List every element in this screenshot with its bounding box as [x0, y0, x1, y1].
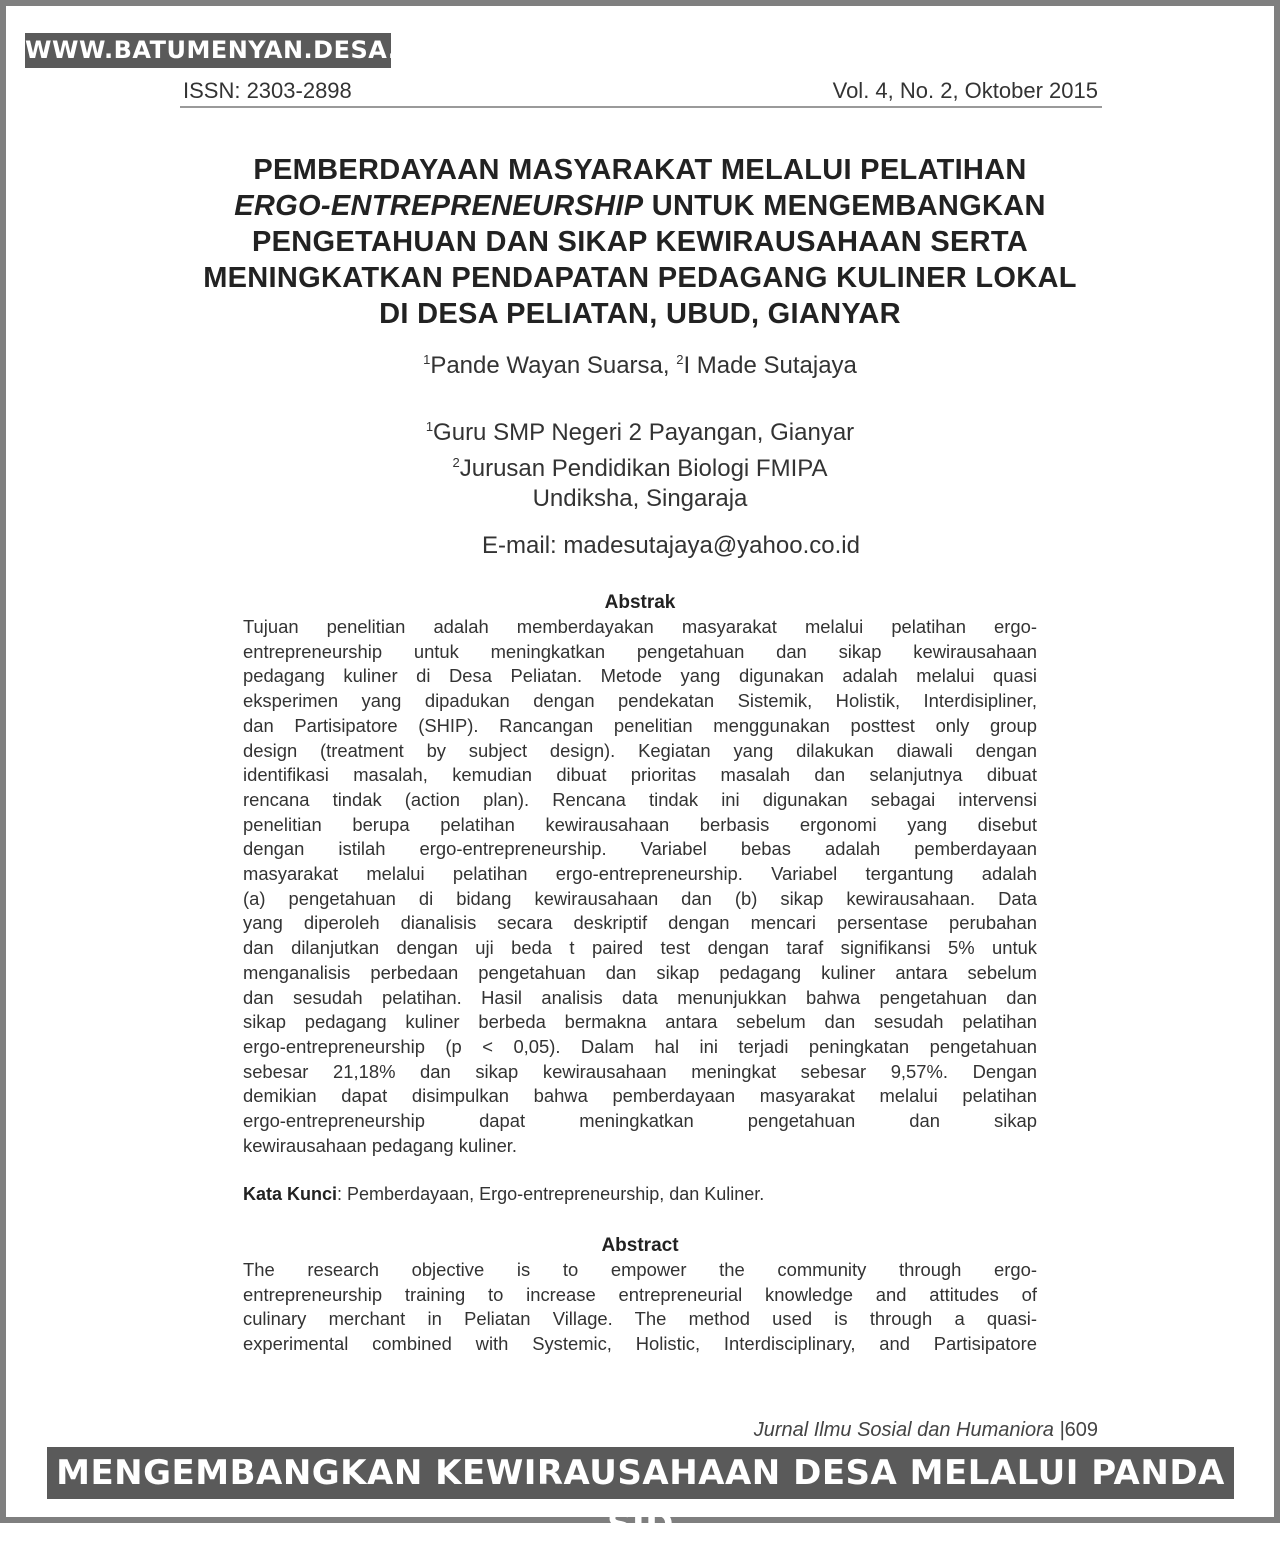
- text-line: design (treatment by subject design). Kegiatan yang dilakukan diawali dengan: [243, 739, 1037, 761]
- text-line: ergo-entrepreneurship dapat meningkatkan pengetahuan dan sikap: [243, 1110, 1037, 1132]
- text-line: sikap pedagang kuliner berbeda bermakna antara sebelum dan sesudah pelatihan: [243, 1011, 1037, 1033]
- keywords-value: : Pemberdayaan, Ergo-entrepreneurship, dan Kuliner.: [337, 1184, 765, 1204]
- title-italic-term: ERGO-ENTREPRENEURSHIP: [234, 190, 644, 222]
- text-line: ergo-entrepreneurship (p < 0,05). Dalam hal ini terjadi peningkatan pengetahuan: [243, 1035, 1037, 1057]
- text-line: menganalisis perbedaan pengetahuan dan sikap pedagang kuliner antara sebelum: [243, 961, 1037, 983]
- abstrak-body: [243, 615, 1037, 1158]
- author-list: [300, 352, 980, 380]
- text-line: dan sesudah pelatihan. Hasil analisis data menunjukkan bahwa pengetahuan dan: [243, 986, 1037, 1008]
- page-number: 609: [1064, 1419, 1098, 1441]
- email-text: E-mail: madesutajaya@yahoo.co.id: [482, 532, 860, 559]
- affiliation-line: [300, 448, 980, 484]
- title-line: DI DESA PELIATAN, UBUD, GIANYAR: [379, 298, 901, 330]
- abstract-heading: Abstract: [601, 1235, 679, 1256]
- text-line: Tujuan penelitian adalah memberdayakan masyarakat melalui pelatihan ergo-: [243, 616, 1037, 637]
- text-line: dengan istilah ergo-entrepreneurship. Variabel bebas adalah pemberdayaan: [243, 838, 1037, 860]
- affiliation-line: [300, 412, 980, 448]
- header-rule: [180, 106, 1102, 108]
- footer-journal: Jurnal Ilmu Sosial dan Humaniora |: [753, 1419, 1065, 1441]
- text-line: eksperimen yang dipadukan dengan pendekatan Sistemik, Holistik, Interdisipliner,: [243, 690, 1037, 712]
- text-line: entrepreneurship untuk meningkatkan pengetahuan dan sikap kewirausahaan: [243, 640, 1037, 662]
- text-line: pedagang kuliner di Desa Peliatan. Metode yang digunakan adalah melalui quasi: [243, 665, 1037, 687]
- author-email: [300, 532, 980, 560]
- abstrak-heading: Abstrak: [604, 592, 676, 613]
- text-line: The research objective is to empower the community through ergo-: [243, 1259, 1037, 1280]
- affil-sup: 1: [425, 419, 434, 434]
- watermark-badge: WWW.BATUMENYAN.DESA.ID: [25, 33, 391, 68]
- title-line: MENINGKATKAN PENDAPATAN PEDAGANG KULINER LOKAL: [203, 262, 1077, 294]
- text-line: rencana tindak (action plan). Rencana tindak ini digunakan sebagai intervensi: [243, 788, 1037, 810]
- keywords-label: Kata Kunci: [243, 1184, 338, 1204]
- text-line: entrepreneurship training to increase entrepreneurial knowledge and attitudes of: [243, 1283, 1037, 1305]
- text-line: kewirausahaan pedagang kuliner.: [243, 1134, 518, 1156]
- affiliations: [300, 412, 980, 514]
- text-line: penelitian berupa pelatihan kewirausahaan berbasis ergonomi yang disebut: [243, 813, 1037, 835]
- author-sup: 2: [676, 352, 684, 367]
- affiliation-text: Jurusan Pendidikan Biologi FMIPA: [459, 455, 828, 482]
- text-line: identifikasi masalah, kemudian dibuat prioritas masalah dan selanjutnya dibuat: [243, 764, 1037, 786]
- affiliation-text: Guru SMP Negeri 2 Payangan, Gianyar: [433, 419, 855, 446]
- text-line: masyarakat melalui pelatihan ergo-entrepreneurship. Variabel tergantung adalah: [243, 863, 1037, 885]
- text-line: sebesar 21,18% dan sikap kewirausahaan meningkat sebesar 9,57%. Dengan: [243, 1060, 1037, 1082]
- text-line: demikian dapat disimpulkan bahwa pemberdayaan masyarakat melalui pelatihan: [243, 1085, 1037, 1107]
- author-sup: 1: [423, 352, 431, 367]
- text-line: dan dilanjutkan dengan uji beda t paired test dengan taraf signifikansi 5% untuk: [243, 937, 1037, 959]
- journal-issn: ISSN: 2303-2898: [183, 78, 352, 103]
- page-footer: [754, 1419, 1098, 1442]
- affiliation-line: Undiksha, Singaraja: [532, 485, 748, 512]
- keywords: [243, 1184, 764, 1205]
- title-line: PEMBERDAYAAN MASYARAKAT MELALUI PELATIHAN: [253, 154, 1027, 186]
- text-line: yang diperoleh dianalisis secara deskriptif dengan mencari persentase perubahan: [243, 912, 1037, 934]
- paper-title: [140, 152, 1140, 332]
- affil-sup: 2: [452, 455, 460, 470]
- text-line: culinary merchant in Peliatan Village. The method used is through a quasi-: [243, 1308, 1037, 1330]
- abstract-body: [243, 1258, 1037, 1357]
- author-name: I Made Sutajaya: [683, 352, 857, 379]
- text-line: dan Partisipatore (SHIP). Rancangan penelitian menggunakan posttest only group: [243, 714, 1037, 736]
- title-line: PENGETAHUAN DAN SIKAP KEWIRAUSAHAAN SERTA: [252, 226, 1028, 258]
- journal-volume: Vol. 4, No. 2, Oktober 2015: [832, 78, 1098, 103]
- author-name: Pande Wayan Suarsa,: [430, 352, 677, 379]
- caption-banner: MENGEMBANGKAN KEWIRAUSAHAAN DESA MELALUI PANDA SID: [47, 1447, 1234, 1499]
- title-line: [140, 188, 1140, 224]
- text-line: experimental combined with Systemic, Holistic, Interdisciplinary, and Partisipatore: [243, 1333, 1037, 1355]
- title-line-rest: UNTUK MENGEMBANGKAN: [643, 190, 1046, 222]
- text-line: (a) pengetahuan di bidang kewirausahaan dan (b) sikap kewirausahaan. Data: [243, 887, 1037, 909]
